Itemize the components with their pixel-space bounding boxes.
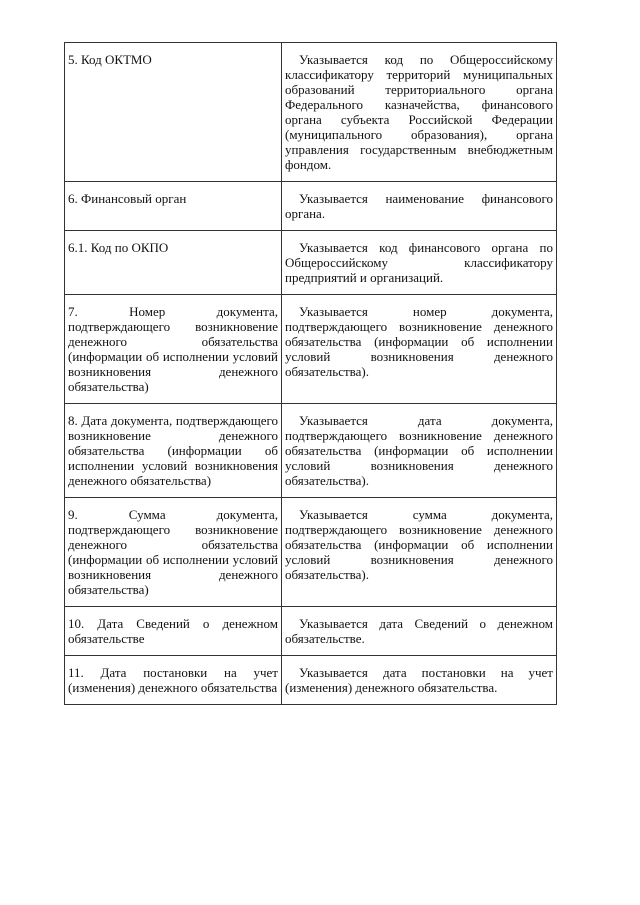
row-field-name: 5. Код ОКТМО (65, 43, 282, 182)
row-field-description: Указывается наименование финансового органа. (282, 182, 557, 231)
table-row (65, 498, 557, 607)
row-field-name: 10. Дата Сведений о денежном обязательстве (65, 607, 282, 656)
table-row (65, 231, 557, 295)
row-field-description: Указывается номер документа, подтверждающего возникновение денежного обязательства (информации об исполнении условий возникновения денежного обязательства). (282, 295, 557, 404)
row-field-name: 6.1. Код по ОКПО (65, 231, 282, 295)
row-field-description: Указывается дата Сведений о денежном обязательстве. (282, 607, 557, 656)
table-row (65, 656, 557, 705)
row-field-description: Указывается код по Общероссийскому классификатору территорий муниципальных образований территориального органа Федерального казначейства, финансового органа субъекта Российской Федерации (муниципального образования), органа управления государственным внебюджетным фондом. (282, 43, 557, 182)
row-field-name: 6. Финансовый орган (65, 182, 282, 231)
row-field-name: 8. Дата документа, подтверждающего возникновение денежного обязательства (информации об исполнении условий возникновения денежного обязательства) (65, 404, 282, 498)
table-row (65, 43, 557, 182)
requisites-table (64, 42, 557, 705)
table-row (65, 295, 557, 404)
row-field-name: 7. Номер документа, подтверждающего возникновение денежного обязательства (информации об исполнении условий возникновения денежного обязательства) (65, 295, 282, 404)
row-field-name: 9. Сумма документа, подтверждающего возникновение денежного обязательства (информации об исполнении условий возникновения денежного обязательства) (65, 498, 282, 607)
table-row (65, 607, 557, 656)
table-row (65, 182, 557, 231)
row-field-description: Указывается сумма документа, подтверждающего возникновение денежного обязательства (информации об исполнении условий возникновения денежного обязательства). (282, 498, 557, 607)
row-field-name: 11. Дата постановки на учет (изменения) денежного обязательства (65, 656, 282, 705)
row-field-description: Указывается код финансового органа по Общероссийскому классификатору предприятий и организаций. (282, 231, 557, 295)
row-field-description: Указывается дата документа, подтверждающего возникновение денежного обязательства (информации об исполнении условий возникновения денежного обязательства). (282, 404, 557, 498)
table-row (65, 404, 557, 498)
row-field-description: Указывается дата постановки на учет (изменения) денежного обязательства. (282, 656, 557, 705)
